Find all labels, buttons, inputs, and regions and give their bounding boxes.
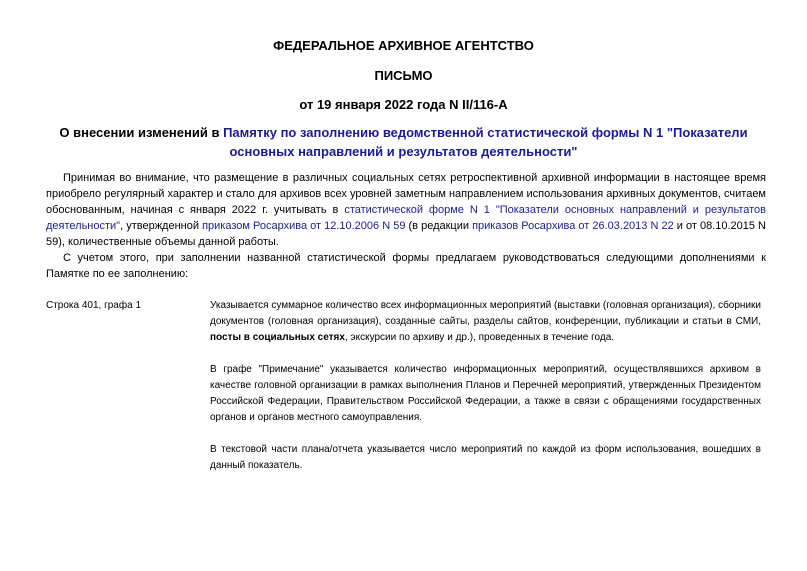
document-body (46, 170, 766, 282)
agency-heading: ФЕДЕРАЛЬНОЕ АРХИВНОЕ АГЕНТСТВО (273, 38, 534, 53)
instruction-1 (210, 298, 761, 346)
instruction-1-bold: посты в социальных сетях (210, 332, 345, 343)
title-prefix: О внесении изменений в (59, 125, 224, 140)
document-type: ПИСЬМО (374, 68, 433, 83)
document-date-number: от 19 января 2022 года N II/116-А (299, 97, 508, 112)
table-row-label: Строка 401, графа 1 (46, 300, 141, 311)
instruction-1-b: , экскурсии по архиву и др.), проведенных в течение года. (344, 332, 615, 343)
document-title (40, 123, 767, 161)
link-order-2006[interactable]: приказом Росархива от 12.10.2006 N 59 (202, 220, 406, 232)
table-row-content (210, 298, 761, 490)
link-stat-form[interactable]: статистической форме N 1 "Показатели основных направлений и результатов деятельности" (46, 204, 766, 232)
paragraph-2: С учетом этого, при заполнении названной статистической формы предлагаем руководствоваться следующими дополнениями к Памятке по ее заполнению: (46, 252, 766, 280)
instruction-3: В текстовой части плана/отчета указывается число мероприятий по каждой из форм использования, вошедших в данный показатель. (210, 444, 761, 471)
p1-text-3: (в редакции (405, 220, 473, 232)
instruction-1-a: Указывается суммарное количество всех информационных мероприятий (выставки (головная организация), сборники документов (головная организация), созданные сайты, разделы сайтов, конференции, публикации и статьи в СМИ, (210, 300, 761, 327)
paragraph-1 (46, 170, 766, 250)
title-link[interactable]: Памятку по заполнению ведомственной статистической формы N 1 "Показатели основных направлений и результатов деятельности" (223, 125, 748, 159)
instruction-2: В графе "Примечание" указывается количество информационных мероприятий, осуществлявшихся архивом в качестве головной организации в рамках выполнения Планов и Перечней мероприятий, утвержденных Президентом Российской Федерации, Правительством Российской Федерации, а также в связи с обращениями государственных органов и органов местного самоуправления. (210, 364, 761, 423)
p1-text-4: и от 08.10.2015 N 59), количественные объемы данной работы. (46, 220, 767, 248)
link-order-2013[interactable]: приказов Росархива от 26.03.2013 N 22 (472, 220, 674, 232)
p1-text-1: Принимая во внимание, что размещение в различных социальных сетях ретроспективной архивной информации в настоящее время приобрело регулярный характер и стало для архивов всех уровней заметным направлением использования архивных документов, считаем обоснованным, начиная с января 2022 г. учитывать в (46, 172, 766, 216)
p1-text-2: , утвержденной (120, 220, 203, 232)
